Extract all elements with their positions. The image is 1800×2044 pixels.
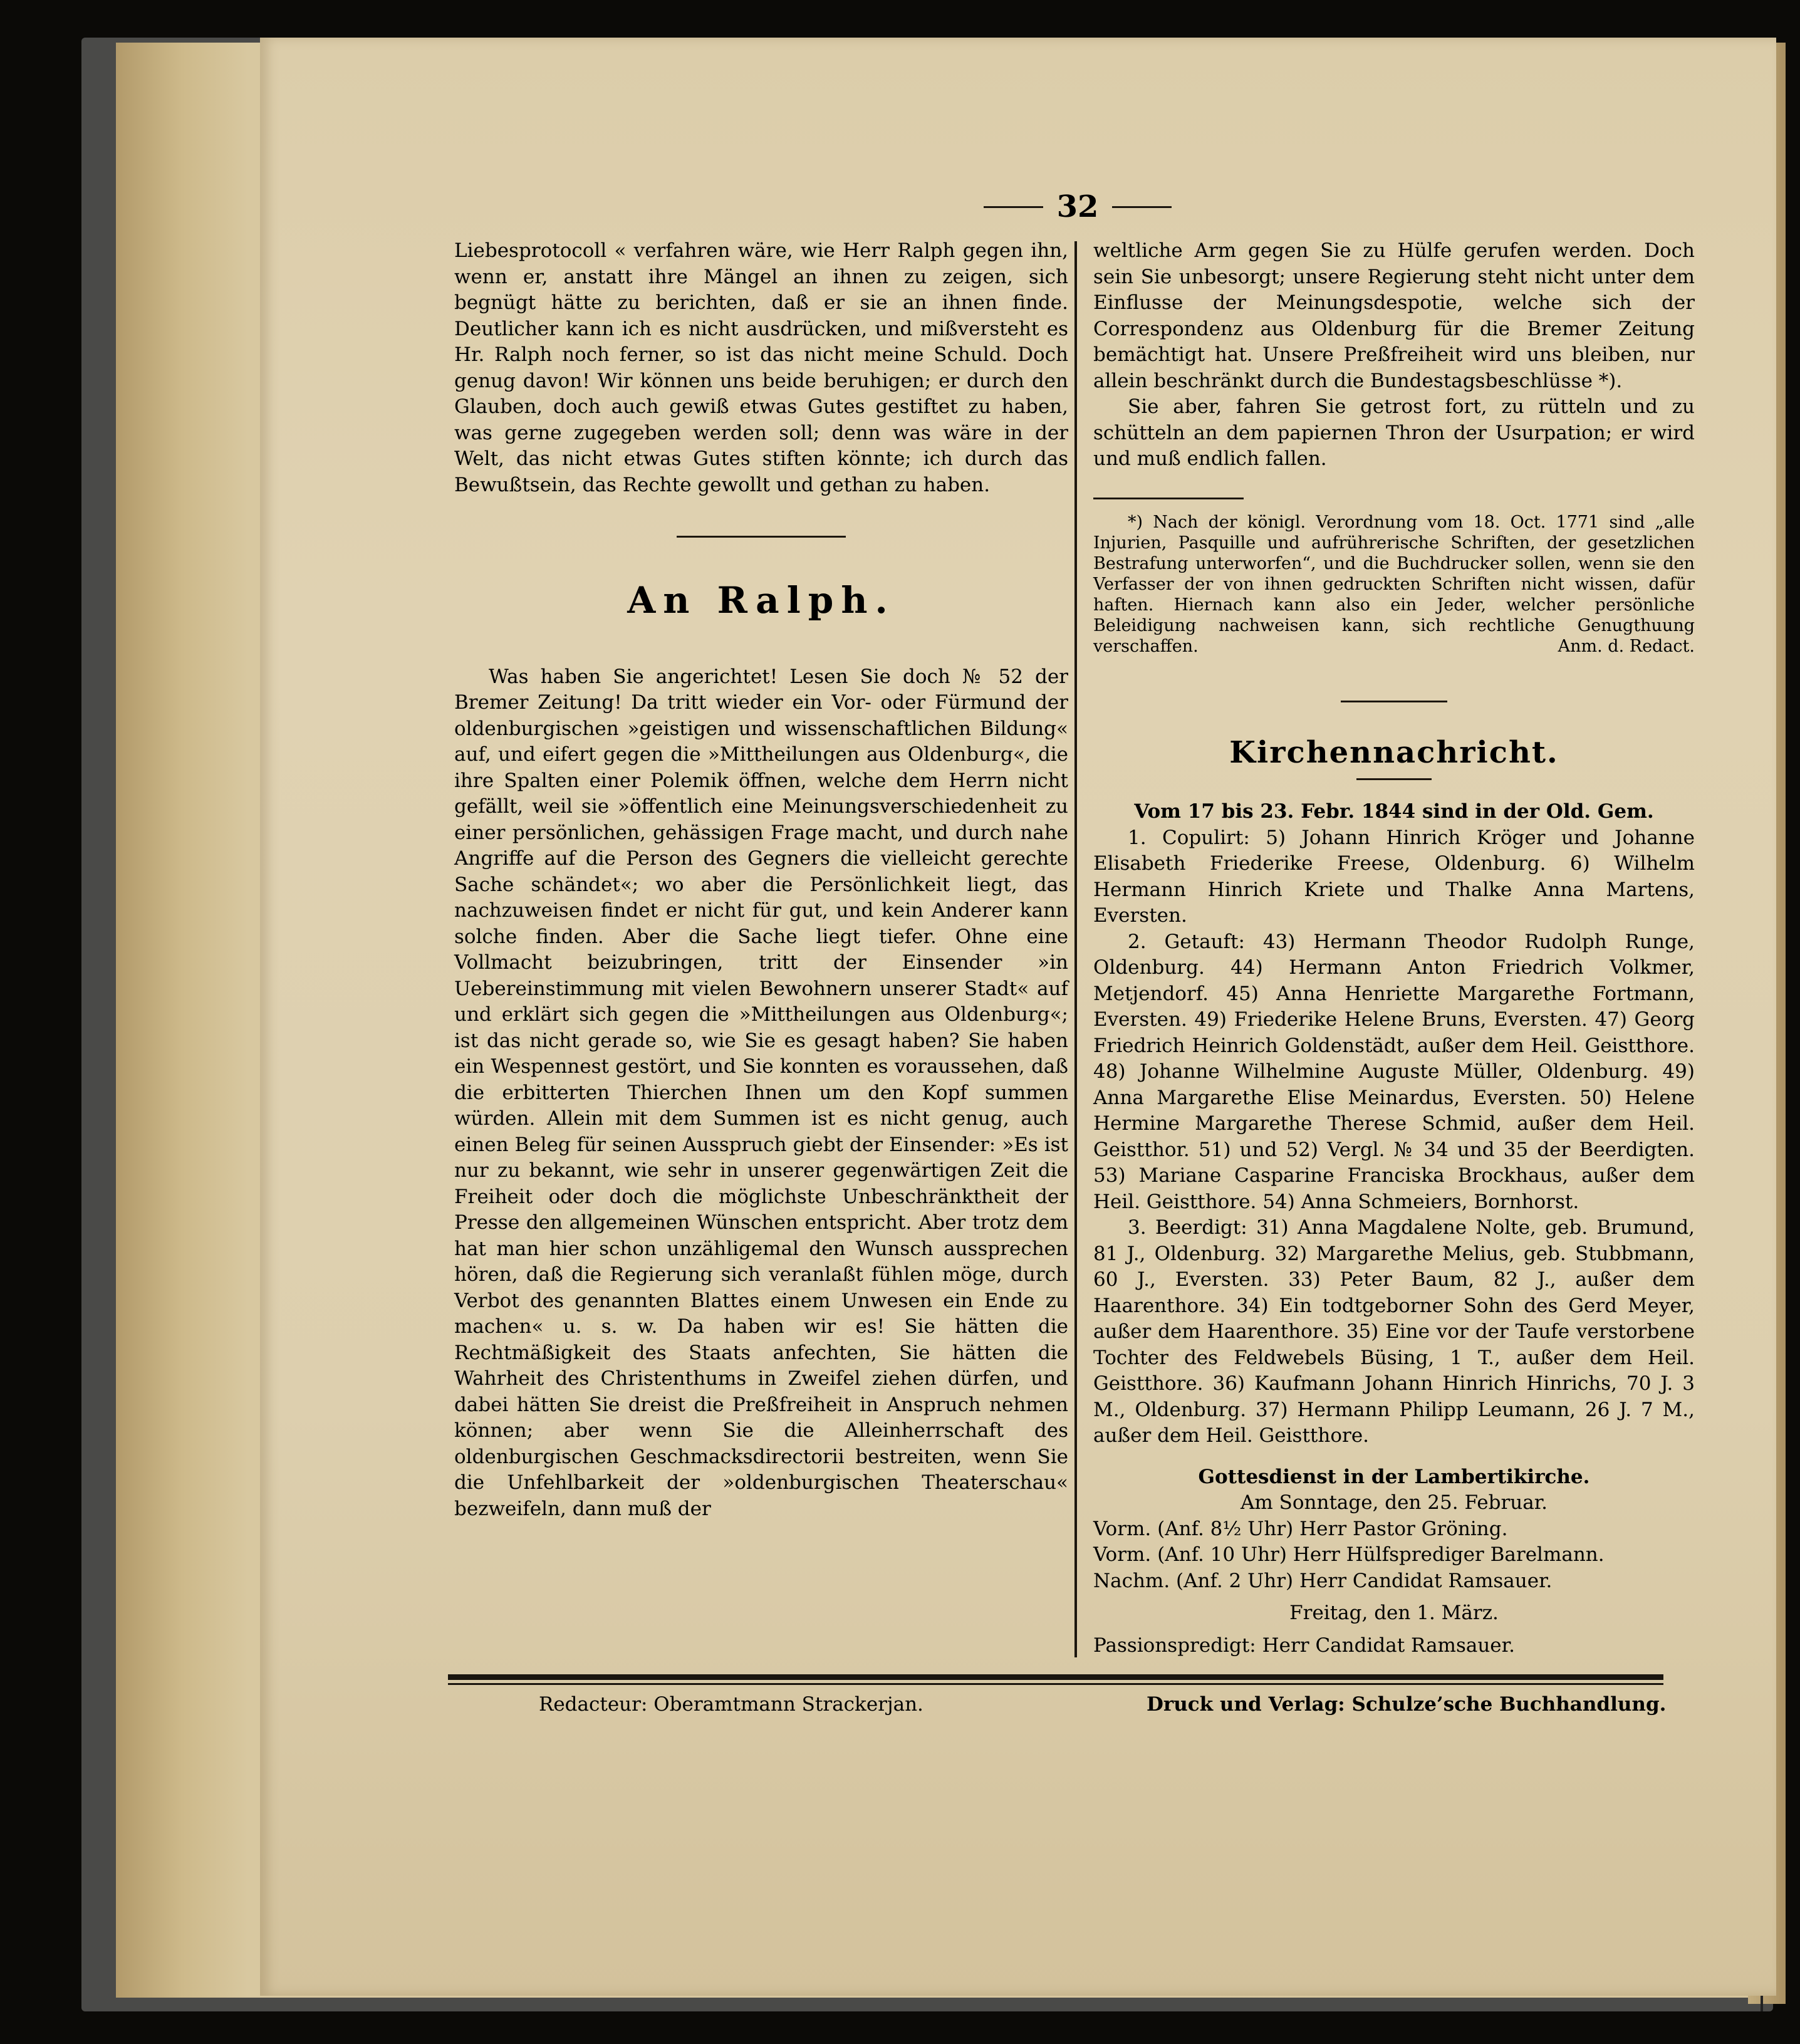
footer-rule-thick — [448, 1674, 1663, 1680]
right-continued-text-2: Sie aber, fahren Sie getrost fort, zu rütteln und zu schütteln an dem papiernen Thron der Usurpation; er wird und muß endlich fallen. — [1093, 395, 1695, 470]
church-item-copulated: 1. Copulirt: 5) Johann Hinrich Kröger und Johanne Elisabeth Friederike Freese, Oldenburg. 6) Wilhelm Hermann Hinrich Kriete und Thalke Anna Martens, Eversten. — [1093, 826, 1695, 927]
article-heading: An Ralph. — [627, 579, 895, 622]
footer-editor: Redacteur: Oberamtmann Strackerjan. — [539, 1693, 923, 1716]
service-entry: Nachm. (Anf. 2 Uhr) Herr Candidat Ramsauer. — [1093, 1569, 1553, 1592]
right-column — [1093, 238, 1695, 1659]
page-number-header — [965, 188, 1190, 226]
footer-publisher: Druck und Verlag: Schulze’sche Buchhandlung. — [1147, 1693, 1667, 1716]
footnote-attribution: Anm. d. Redact. — [1558, 636, 1695, 656]
footer-rule-thin — [448, 1683, 1663, 1685]
friday-date: Freitag, den 1. März. — [1289, 1602, 1499, 1624]
section-divider-right — [1341, 701, 1447, 702]
sunday-service-list — [1093, 1516, 1695, 1595]
footnote-rule — [1093, 498, 1244, 499]
friday-service: Passionspredigt: Herr Candidat Ramsauer. — [1093, 1634, 1515, 1657]
sunday-date: Am Sonntage, den 25. Februar. — [1240, 1491, 1548, 1514]
article-body: Was haben Sie angerichtet! Lesen Sie doch № 52 der Bremer Zeitung! Da tritt wieder ein Vor- oder Fürmund der oldenburgischen »geistigen und wissenschaftlichen Bildung« auf, und eifert gegen die »Mittheilungen aus Oldenburg«, die ihre Spalten einer Polemik öffnen, welche dem Herrn nicht gefällt, weil sie »öffentlich eine Meinungsverschiedenheit zu einer persönlichen, gehässigen Frage macht, und durch nahe Angriffe auf die Person des Gegners die vielleicht gerechte Sache schändet«; wo aber die Persönlichkeit liegt, das nachzuweisen findet er nicht für gut, und kein Anderer kann solche finden. Aber die Sache liegt tiefer. Ohne eine Vollmacht beizubringen, tritt der Einsender »in Uebereinstimmung mit vielen Bewohnern unserer Stadt« auf und erklärt sich gegen die »Mittheilungen aus Oldenburg«; ist das nicht gerade so, wie Sie es gesagt haben? Sie haben ein Wespennest gestört, und Sie konnten es voraussehen, daß die erbitterten Thierchen Ihnen um den Kopf summen würden. Allein mit dem Summen ist es nicht genug, auch einen Beleg für seinen Ausspruch giebt der Einsender: »Es ist nur zu bekannt, wie sehr in unserer gegenwärtigen Zeit die Freiheit oder doch die möglichste Unbeschränktheit der Presse den allgemeinen Wünschen entspricht. Aber trotz dem hat man hier schon unzähligemal den Wunsch aussprechen hören, daß die Regierung sich veranlaßt fühlen möge, durch Verbot des genannten Blattes einem Unwesen ein Ende zu machen« u. s. w. Da haben wir es! Sie hätten die Rechtmäßigkeit des Staats anfechten, Sie hätten die Wahrheit des Christenthums in Zweifel ziehen dürfen, und dabei hätten Sie dreist die Preßfreiheit in Anspruch nehmen können; aber wenn Sie die Alleinherrschaft des oldenburgischen Geschmacksdirectorii bestreiten, wenn Sie die Unfehlbarkeit der »oldenburgischen Theaterschau« bezweifeln, dann muß der — [454, 665, 1068, 1520]
page-number: 32 — [1056, 189, 1099, 224]
service-entry: Vorm. (Anf. 8½ Uhr) Herr Pastor Gröning. — [1093, 1517, 1508, 1540]
church-item-buried: 3. Beerdigt: 31) Anna Magdalene Nolte, geb. Brumund, 81 J., Oldenburg. 32) Margarethe Melius, geb. Stubbmann, 60 J., Eversten. 33) Peter Baum, 82 J., außer dem Haarenthore. 34) Ein todtgeborner Sohn des Gerd Meyer, außer dem Haarenthore. 35) Eine vor der Taufe verstorbene Tochter des Feldwebels Büsing, 1 T., außer dem Heil. Geistthore. 36) Kaufmann Johann Hinrich Hinrichs, 70 J. 3 M., Oldenburg. 37) Hermann Philipp Leumann, 26 J. 7 M., außer dem Heil. Geistthore. — [1093, 1216, 1695, 1447]
church-heading-rule — [1356, 778, 1432, 780]
service-heading: Gottesdienst in der Lambertikirche. — [1198, 1465, 1590, 1488]
church-intro: Vom 17 bis 23. Febr. 1844 sind in der Old. Gem. — [1134, 800, 1654, 823]
church-news-heading: Kirchennachricht. — [1229, 734, 1559, 770]
section-divider — [677, 536, 846, 538]
header-dash-left — [984, 206, 1043, 208]
service-entry: Vorm. (Anf. 10 Uhr) Herr Hülfsprediger Barelmann. — [1093, 1543, 1605, 1566]
header-dash-right — [1112, 206, 1172, 208]
footnote — [1093, 512, 1695, 657]
right-continued-text: weltliche Arm gegen Sie zu Hülfe gerufen werden. Doch sein Sie unbesorgt; unsere Regierung steht nicht unter dem Einflusse der Meinungsdespotie, welche sich der Correspondenz aus Oldenburg für die Bremer Zeitung bemächtigt hat. Unsere Preßfreiheit wird uns bleiben, nur allein beschränkt durch die Bundestagsbeschlüsse *). — [1093, 239, 1695, 392]
footnote-text: *) Nach der königl. Verordnung vom 18. Oct. 1771 sind „alle Injurien, Pasquille und aufrührerische Schriften, der gesetzlichen Bestrafung unterworfen“, und die Buchdrucker sollen, wenn sie den Verfasser der von ihnen gedruckten Schriften nicht wissen, dafür haften. Hiernach kann also ein Jeder, welcher persönliche Beleidigung nachweisen kann, sich rechtliche Genugthuung verschaffen. — [1093, 512, 1695, 656]
left-column — [454, 238, 1068, 1522]
left-continued-text: Liebesprotocoll « verfahren wäre, wie Herr Ralph gegen ihn, wenn er, anstatt ihre Mängel an ihnen zu zeigen, sich begnügt hätte zu berichten, daß er sie an ihnen finde. Deutlicher kann ich es nicht ausdrücken, und mißversteht es Hr. Ralph noch ferner, so ist das nicht meine Schuld. Doch genug davon! Wir können uns beide beruhigen; er durch den Glauben, doch auch gewiß etwas Gutes gestiftet zu haben, was gerne zugegeben werden soll; denn was wäre in der Welt, das nicht etwas Gutes stiften könnte; ich durch das Bewußtsein, das Rechte gewollt und gethan zu haben. — [454, 239, 1068, 496]
church-item-baptized: 2. Getauft: 43) Hermann Theodor Rudolph Runge, Oldenburg. 44) Hermann Anton Friedrich Volkmer, Metjendorf. 45) Anna Henriette Margarethe Fortmann, Eversten. 49) Friederike Helene Bruns, Eversten. 47) Georg Friedrich Heinrich Goldenstädt, außer dem Heil. Geistthore. 48) Johanne Wilhelmine Auguste Müller, Oldenburg. 49) Anna Margarethe Elise Meinardus, Eversten. 50) Helene Hermine Margarethe Therese Schmid, außer dem Heil. Geistthor. 51) und 52) Vergl. № 34 und 35 der Beerdigten. 53) Mariane Casparine Franciska Brockhaus, außer dem Heil. Geistthore. 54) Anna Schmeiers, Bornhorst. — [1093, 930, 1695, 1213]
column-divider — [1074, 241, 1077, 1657]
